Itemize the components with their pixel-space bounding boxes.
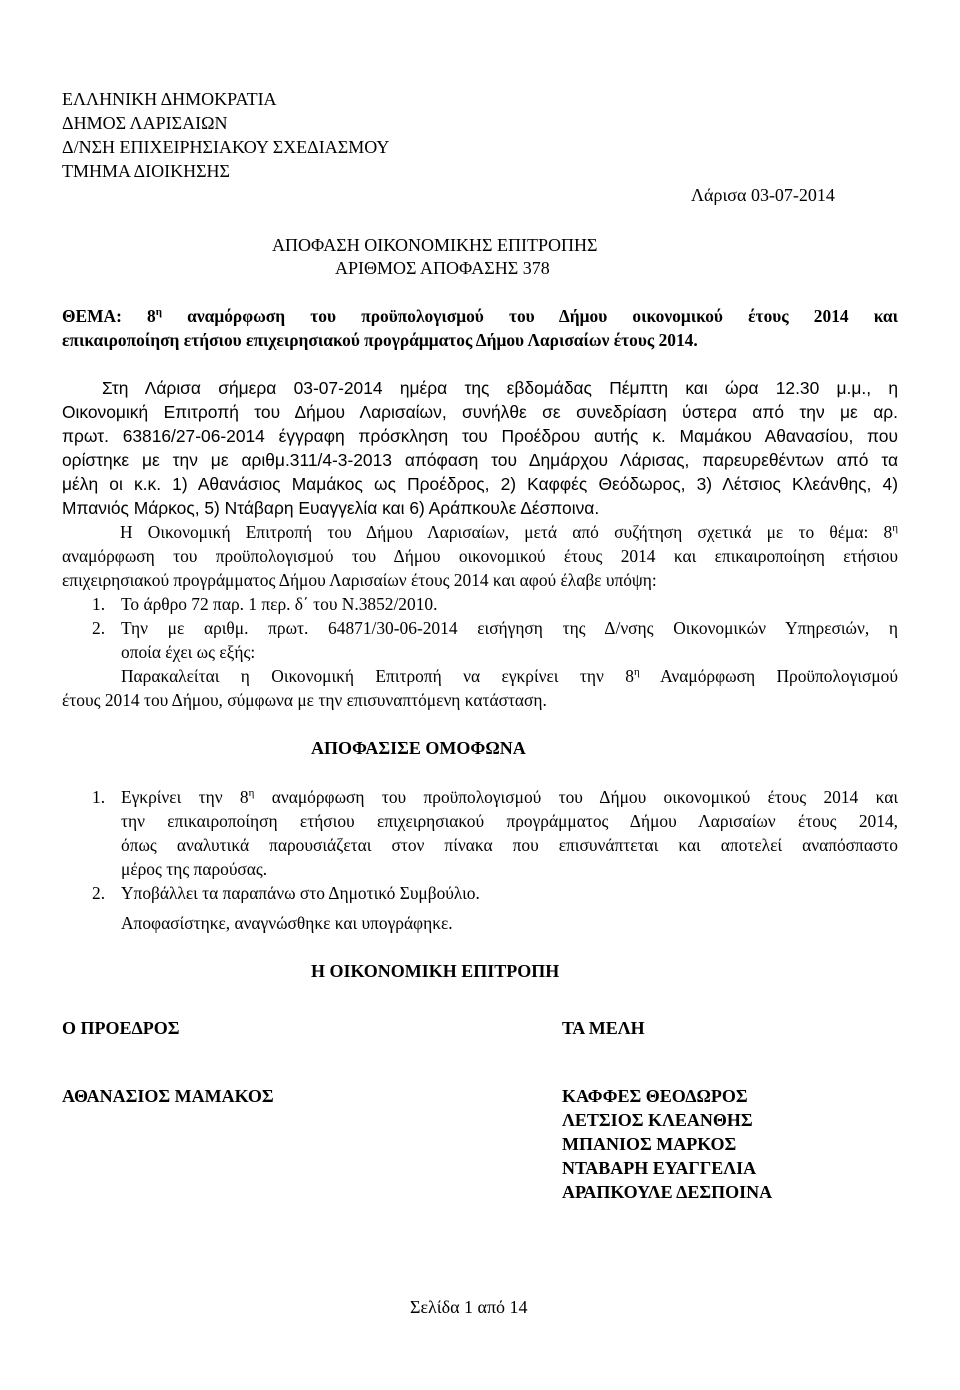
member-name: ΝΤΑΒΑΡΗ ΕΥΑΓΓΕΛΙΑ: [562, 1158, 757, 1178]
resolution-1-number: 1.: [92, 787, 106, 807]
header-department: ΤΜΗΜΑ ΔΙΟΙΚΗΣΗΣ: [62, 161, 231, 181]
closing-statement: Αποφασίστηκε, αναγνώσθηκε και υπογράφηκε.: [121, 913, 453, 933]
page-number: Σελίδα 1 από 14: [410, 1297, 528, 1317]
member-name: ΑΡΑΠΚΟΥΛΕ ΔΕΣΠΟΙΝΑ: [562, 1182, 773, 1202]
item-2-line-2: οποία έχει ως εξής:: [121, 642, 256, 662]
intro-line-6: Μπανιός Μάρκος, 5) Ντάβαρη Ευαγγελία και 6) Αράπκουλε Δέσποινα.: [62, 498, 600, 518]
body-line-1: Η Οικονομική Επιτροπή του Δήμου Λαρισαίων, μετά από συζήτηση σχετικά με το θέμα: $8^\eta$: [120, 522, 898, 542]
header-directorate: Δ/ΝΣΗ ΕΠΙΧΕΙΡΗΣΙΑΚΟΥ ΣΧΕΔΙΑΣΜΟΥ: [62, 137, 390, 157]
resolution-2-text: Υποβάλλει τα παραπάνω στο Δημοτικό Συμβούλιο.: [121, 883, 480, 903]
intro-line-4: ορίστηκε με την με αριθμ.311/4-3-2013 απόφαση του Δημάρχου Λάρισας, παρευρεθέντων από τα: [62, 450, 898, 470]
quote-line-1: Παρακαλείται η Οικονομική Επιτροπή να εγκρίνει την $8^\eta$ Αναμόρφωση Προϋπολογισμού: [121, 666, 898, 686]
decision-number: ΑΡΙΘΜΟΣ ΑΠΟΦΑΣΗΣ 378: [335, 258, 550, 278]
item-1-text: Το άρθρο 72 παρ. 1 περ. δ΄ του Ν.3852/2010.: [121, 594, 438, 614]
intro-line-1: Στη Λάρισα σήμερα 03-07-2014 ημέρα της εβδομάδας Πέμπτη και ώρα 12.30 μ.μ., η: [102, 378, 898, 398]
president-name: ΑΘΑΝΑΣΙΟΣ ΜΑΜΑΚΟΣ: [62, 1086, 274, 1106]
quote-line-2: έτους 2014 του Δήμου, σύμφωνα με την επισυναπτόμενη κατάσταση.: [62, 690, 547, 710]
document-date: Λάρισα 03-07-2014: [691, 185, 835, 205]
resolution-1-line-4: μέρος της παρούσας.: [121, 859, 268, 879]
member-name: ΚΑΦΦΕΣ ΘΕΟΔΩΡΟΣ: [562, 1086, 748, 1106]
resolution-2-number: 2.: [92, 883, 106, 903]
header-republic: ΕΛΛΗΝΙΚΗ ΔΗΜΟΚΡΑΤΙΑ: [62, 89, 277, 109]
committee-heading: Η ΟΙΚΟΝΟΜΙΚΗ ΕΠΙΤΡΟΠΗ: [311, 961, 560, 981]
member-name: ΜΠΑΝΙΟΣ ΜΑΡΚΟΣ: [562, 1134, 737, 1154]
subject-line-2: επικαιροποίηση ετήσιου επιχειρησιακού προγράμματος Δήμου Λαρισαίων έτους 2014.: [62, 330, 698, 350]
item-2-line-1: Την με αριθμ. πρωτ. 64871/30-06-2014 εισήγηση της Δ/νσης Οικονομικών Υπηρεσιών, η: [121, 618, 898, 638]
subject-line-1: ΘΕΜΑ: $8^\eta$ αναμόρφωση του προϋπολογισμού του Δήμου οικονομικού έτους 2014 και: [62, 306, 899, 326]
resolution-heading: ΑΠΟΦΑΣΙΣΕ ΟΜΟΦΩΝΑ: [311, 738, 526, 758]
resolution-1-line-3: όπως αναλυτικά παρουσιάζεται στον πίνακα που επισυνάπτεται και αποτελεί αναπόσπαστο: [121, 835, 898, 855]
item-2-number: 2.: [92, 618, 106, 638]
decision-title: ΑΠΟΦΑΣΗ ΟΙΚΟΝΟΜΙΚΗΣ ΕΠΙΤΡΟΠΗΣ: [272, 235, 598, 255]
item-1-number: 1.: [92, 594, 106, 614]
intro-line-3: πρωτ. 63816/27-06-2014 έγγραφη πρόσκληση του Προέδρου αυτής κ. Μαμάκου Αθανασίου, που: [62, 426, 898, 446]
body-line-2: αναμόρφωση του προϋπολογισμού του Δήμου οικονομικού έτους 2014 και επικαιροποίηση ετήσιου: [62, 546, 898, 566]
member-name: ΛΕΤΣΙΟΣ ΚΛΕΑΝΘΗΣ: [562, 1110, 753, 1130]
resolution-1-line-2: την επικαιροποίηση ετήσιου επιχειρησιακού προγράμματος Δήμου Λαρισαίων έτους 2014,: [121, 811, 898, 831]
header-municipality: ΔΗΜΟΣ ΛΑΡΙΣΑΙΩΝ: [62, 113, 228, 133]
president-label: Ο ΠΡΟΕΔΡΟΣ: [62, 1018, 180, 1038]
resolution-1-line-1: Εγκρίνει την $8^\eta$ αναμόρφωση του προϋπολογισμού του Δήμου οικονομικού έτους 2014 και: [121, 787, 898, 807]
body-line-3: επιχειρησιακού προγράμματος Δήμου Λαρισαίων έτους 2014 και αφού έλαβε υπόψη:: [62, 570, 657, 590]
intro-line-5: μέλη οι κ.κ. 1) Αθανάσιος Μαμάκος ως Προέδρος, 2) Καφφές Θεόδωρος, 3) Λέτσιος Κλεάνθης, 4): [62, 474, 898, 494]
intro-line-2: Οικονομική Επιτροπή του Δήμου Λαρισαίων, συνήλθε σε συνεδρίαση ύστερα από την με αρ.: [62, 402, 898, 422]
members-label: ΤΑ ΜΕΛΗ: [562, 1018, 645, 1038]
